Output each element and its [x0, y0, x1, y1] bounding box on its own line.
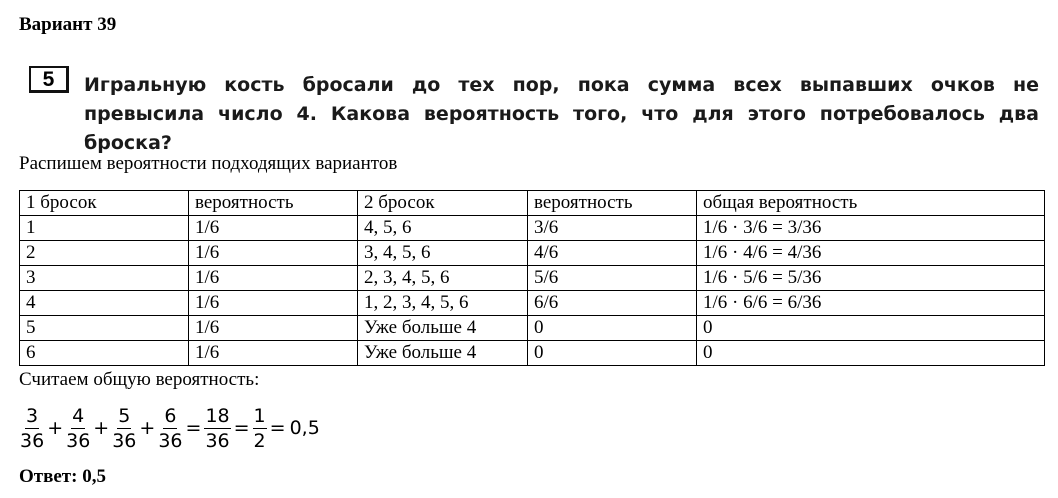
- plus-operator: +: [47, 417, 64, 439]
- table-cell: 1/6: [189, 241, 358, 266]
- table-row: [20, 341, 1045, 366]
- table-cell: 6/6: [528, 291, 697, 316]
- header-probability-1: вероятность: [189, 191, 358, 216]
- table-cell: 2: [20, 241, 189, 266]
- table-cell: 4, 5, 6: [358, 216, 528, 241]
- formula-result: 0,5: [289, 417, 320, 439]
- sum-formula: [19, 402, 322, 454]
- sum-label: Считаем общую вероятность:: [19, 369, 260, 390]
- table-cell: 3/6: [528, 216, 697, 241]
- fraction: [20, 406, 44, 451]
- table-cell: 1/6: [189, 266, 358, 291]
- fraction-denominator: 36: [158, 429, 183, 452]
- table-cell: 1/6: [189, 291, 358, 316]
- table-row: [20, 241, 1045, 266]
- fraction: [66, 406, 90, 451]
- table-cell: 3, 4, 5, 6: [358, 241, 528, 266]
- table-cell: 0: [528, 341, 697, 366]
- fraction-numerator: 1: [253, 404, 266, 427]
- fraction-numerator: 3: [26, 404, 39, 427]
- header-probability-2: вероятность: [528, 191, 697, 216]
- table-row: [20, 216, 1045, 241]
- table-cell: 1/6 · 5/6 = 5/36: [697, 266, 1045, 291]
- table-cell: 4/6: [528, 241, 697, 266]
- table-cell: 5: [20, 316, 189, 341]
- table-cell: 3: [20, 266, 189, 291]
- variant-title: Вариант 39: [19, 14, 117, 35]
- fraction-numerator: 18: [205, 404, 230, 427]
- fraction: [112, 406, 136, 451]
- table-cell: 1: [20, 216, 189, 241]
- plus-operator: +: [139, 417, 156, 439]
- table-row: [20, 316, 1045, 341]
- table-cell: Уже больше 4: [358, 341, 528, 366]
- intro-text: Распишем вероятности подходящих вариантов: [19, 153, 398, 174]
- fraction: [253, 406, 267, 451]
- header-second-throw: 2 бросок: [358, 191, 528, 216]
- plus-operator: +: [93, 417, 110, 439]
- problem-number-box: 5: [29, 66, 69, 93]
- table-header-row: [20, 191, 1045, 216]
- fraction-numerator: 6: [164, 404, 177, 427]
- header-total-probability: общая вероятность: [697, 191, 1045, 216]
- table-cell: 4: [20, 291, 189, 316]
- header-first-throw: 1 бросок: [20, 191, 189, 216]
- fraction-denominator: 36: [66, 429, 91, 452]
- fraction-denominator: 2: [253, 429, 266, 452]
- table-row: [20, 291, 1045, 316]
- table-cell: 0: [697, 316, 1045, 341]
- fraction-denominator: 36: [205, 429, 230, 452]
- fraction: [204, 406, 230, 451]
- table-cell: 6: [20, 341, 189, 366]
- equals-operator: =: [185, 417, 202, 439]
- table-cell: 1/6 · 4/6 = 4/36: [697, 241, 1045, 266]
- problem-text: Игральную кость бросали до тех пор, пока сумма всех выпавших очков не превысила число 4. Какова вероятность того, что для этого потребовалось два броска?: [84, 74, 1039, 154]
- table-cell: 0: [528, 316, 697, 341]
- table-cell: 2, 3, 4, 5, 6: [358, 266, 528, 291]
- fraction: [158, 406, 182, 451]
- equals-operator: =: [269, 417, 286, 439]
- table-cell: 5/6: [528, 266, 697, 291]
- fraction-denominator: 36: [20, 429, 45, 452]
- table-row: [20, 266, 1045, 291]
- fraction-denominator: 36: [112, 429, 137, 452]
- fraction-numerator: 4: [72, 404, 85, 427]
- table-cell: 1/6 · 6/6 = 6/36: [697, 291, 1045, 316]
- table-cell: Уже больше 4: [358, 316, 528, 341]
- table-cell: 1, 2, 3, 4, 5, 6: [358, 291, 528, 316]
- table-cell: 0: [697, 341, 1045, 366]
- table-cell: 1/6: [189, 216, 358, 241]
- probability-table: [19, 190, 1045, 366]
- table-cell: 1/6: [189, 316, 358, 341]
- equals-operator: =: [233, 417, 250, 439]
- answer-text: Ответ: 0,5: [19, 466, 106, 487]
- fraction-numerator: 5: [118, 404, 131, 427]
- table-cell: 1/6: [189, 341, 358, 366]
- table-cell: 1/6 · 3/6 = 3/36: [697, 216, 1045, 241]
